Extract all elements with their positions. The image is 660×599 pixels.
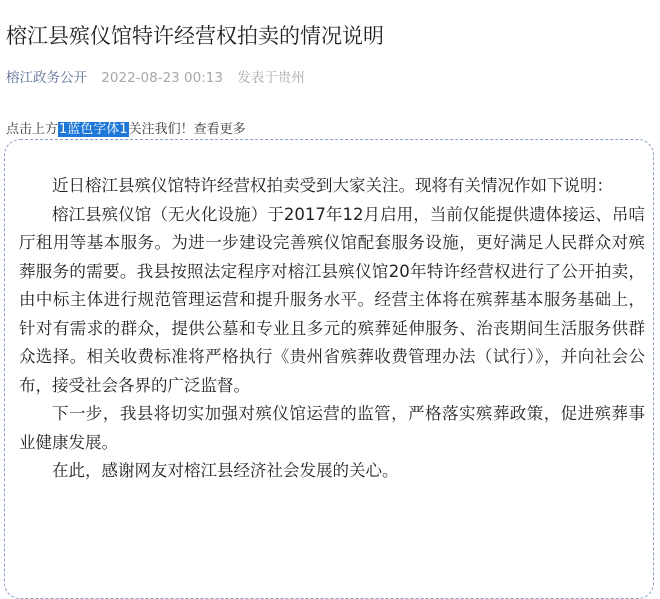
follow-tip-after: 关注我们！查看更多 (128, 122, 246, 137)
article-meta (6, 66, 305, 86)
paragraph: 在此，感谢网友对榕江县经济社会发展的关心。 (52, 461, 399, 480)
publish-location: 发表于贵州 (237, 70, 305, 86)
paragraph: 榕江县殡仪馆（无火化设施）于2017年12月启用，当前仅能提供遗体接运、吊唁厅租用等基本服务。为进一步建设完善殡仪馆配套服务设施，更好满足人民群众对殡葬服务的需要。我县按照法定程序对榕江县殡仪馆20年特许经营权进行了公开拍卖，由中标主体进行规范管理运营和提升服务水平。经营主体将在殡葬基本服务基础上，针对有需求的群众，提供公墓和专业且多元的殡葬延伸服务、治丧期间生活服务供群众选择。相关收费标准将严格执行《贵州省殡葬收费管理办法（试行）》，并向社会公布，接受社会各界的广泛监督。 (19, 204, 645, 395)
follow-tip-highlight[interactable]: 1蓝色字体1 (59, 122, 128, 137)
article-body (19, 172, 645, 486)
follow-tip-before: 点击上方 (6, 122, 59, 137)
article-title: 榕江县殡仪馆特许经营权拍卖的情况说明 (6, 24, 384, 48)
paragraph: 下一步，我县将切实加强对殡仪馆运营的监管，严格落实殡葬政策，促进殡葬事业健康发展。 (19, 404, 645, 452)
publish-date: 2022-08-23 00:13 (101, 70, 223, 86)
article-content-box (4, 139, 654, 599)
author-link[interactable]: 榕江政务公开 (6, 70, 87, 86)
paragraph: 近日榕江县殡仪馆特许经营权拍卖受到大家关注。现将有关情况作如下说明： (52, 176, 613, 195)
follow-tip (6, 118, 246, 137)
